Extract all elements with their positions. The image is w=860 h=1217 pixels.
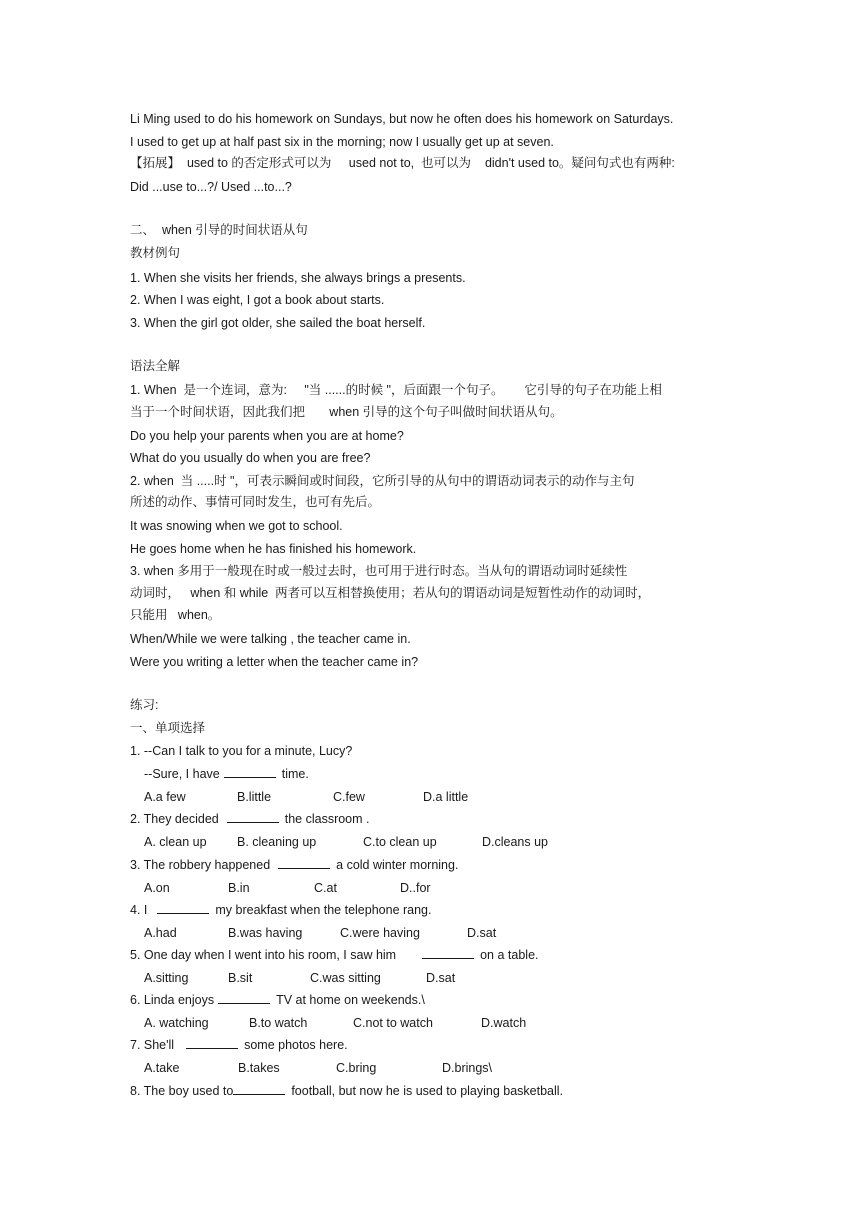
option-c: C.bring	[336, 1061, 377, 1075]
subheading: 语法全解	[130, 359, 181, 373]
option-d: D..for	[400, 881, 431, 895]
option-a: A. watching	[144, 1016, 209, 1030]
option-a: A.had	[144, 926, 177, 940]
answer-blank	[233, 1083, 285, 1095]
question-5	[130, 947, 539, 963]
option-c: C.few	[333, 790, 365, 804]
question-text: 6. Linda enjoys	[130, 993, 215, 1007]
question-4	[130, 902, 431, 918]
question-7	[130, 1037, 348, 1053]
option-d: D.watch	[481, 1016, 527, 1030]
example-sentence: 2. When I was eight, I got a book about starts.	[130, 293, 385, 307]
text-line: Did ...use to...?/ Used ...to...?	[130, 180, 292, 194]
grammar-text: 2. when 当 .....时 "，可表示瞬间或时间段，它所引导的从句中的谓语动词表示的动作与主句	[130, 474, 635, 488]
example-sentence: Were you writing a letter when the teacher came in?	[130, 655, 419, 669]
option-c: C.was sitting	[310, 971, 381, 985]
question-1-stem	[144, 766, 309, 782]
example-sentence: 1. When she visits her friends, she always brings a presents.	[130, 271, 466, 285]
question-text: 8. The boy used to	[130, 1084, 234, 1098]
question-6	[130, 992, 425, 1008]
option-b: B.sit	[228, 971, 253, 985]
question-text: a cold winter morning.	[336, 858, 459, 872]
question-text: 4. I	[130, 903, 148, 917]
question-text: some photos here.	[244, 1038, 348, 1052]
section-heading: 二、 when 引导的时间状语从句	[130, 223, 308, 237]
option-c: C.to clean up	[363, 835, 437, 849]
option-b: B.takes	[238, 1061, 280, 1075]
option-a: A.a few	[144, 790, 186, 804]
grammar-text: 当于一个时间状语，因此我们把 when 引导的这个句子叫做时间状语从句。	[130, 405, 563, 419]
option-d: D.sat	[426, 971, 456, 985]
grammar-text: 动词时， when 和 while 两者可以互相替换使用；若从句的谓语动词是短暂性动作的动词时，	[130, 586, 651, 600]
exercise-subheading: 一、单项选择	[130, 721, 206, 735]
option-b: B. cleaning up	[237, 835, 317, 849]
text-line: Li Ming used to do his homework on Sundays, but now he often does his homework on Saturdays.	[130, 112, 674, 126]
option-d: D.cleans up	[482, 835, 549, 849]
question-text: football, but now he is used to playing basketball.	[291, 1084, 564, 1098]
question-3	[130, 857, 458, 873]
example-sentence: He goes home when he has finished his homework.	[130, 542, 417, 556]
example-sentence: What do you usually do when you are free?	[130, 451, 371, 465]
text-line: I used to get up at half past six in the morning; now I usually get up at seven.	[130, 135, 554, 149]
question-text: 7. She'll	[130, 1038, 175, 1052]
grammar-text: 1. When 是一个连词，意为: "当 ......的时候 "，后面跟一个句子。 它引导的句子在功能上相	[130, 383, 662, 397]
question-text: 5. One day when I went into his room, I saw him	[130, 948, 397, 962]
option-a: A. clean up	[144, 835, 207, 849]
extension-note: 【拓展】 used to 的否定形式可以为 used not to, 也可以为 didn't used to。疑问句式也有两种:	[130, 156, 675, 170]
question-text: on a table.	[480, 948, 539, 962]
question-8	[130, 1083, 563, 1099]
question-text: the classroom .	[284, 812, 370, 826]
answer-blank	[227, 811, 279, 823]
answer-blank	[218, 992, 270, 1004]
option-d: D.a little	[423, 790, 469, 804]
option-b: B.was having	[228, 926, 303, 940]
question-text: time.	[281, 767, 309, 781]
option-c: C.not to watch	[353, 1016, 433, 1030]
option-b: B.little	[237, 790, 272, 804]
question-text: 3. The robbery happened	[130, 858, 271, 872]
subheading: 教材例句	[130, 246, 181, 260]
answer-blank	[278, 857, 330, 869]
example-sentence: Do you help your parents when you are at home?	[130, 429, 404, 443]
example-sentence: It was snowing when we got to school.	[130, 519, 343, 533]
grammar-text: 所述的动作、事情可同时发生，也可有先后。	[130, 495, 381, 509]
option-b: B.to watch	[249, 1016, 308, 1030]
question-text: --Sure, I have	[144, 767, 220, 781]
example-sentence: 3. When the girl got older, she sailed the boat herself.	[130, 316, 426, 330]
option-c: C.at	[314, 881, 337, 895]
answer-blank	[224, 766, 276, 778]
exercise-heading: 练习:	[130, 698, 159, 712]
answer-blank	[186, 1037, 238, 1049]
option-d: D.brings\	[442, 1061, 493, 1075]
grammar-text: 3. when 多用于一般现在时或一般过去时，也可用于进行时态。当从句的谓语动词时延续性	[130, 564, 628, 578]
question-2	[130, 811, 370, 827]
answer-blank	[157, 902, 209, 914]
question-text: TV at home on weekends.\	[276, 993, 425, 1007]
question-text: my breakfast when the telephone rang.	[215, 903, 432, 917]
option-a: A.on	[144, 881, 170, 895]
answer-blank	[422, 947, 474, 959]
question-1: 1. --Can I talk to you for a minute, Lucy?	[130, 744, 353, 758]
option-c: C.were having	[340, 926, 420, 940]
option-a: A.take	[144, 1061, 180, 1075]
grammar-text: 只能用 when。	[130, 608, 221, 622]
option-d: D.sat	[467, 926, 497, 940]
question-text: 2. They decided	[130, 812, 219, 826]
option-b: B.in	[228, 881, 250, 895]
option-a: A.sitting	[144, 971, 189, 985]
example-sentence: When/While we were talking , the teacher came in.	[130, 632, 411, 646]
